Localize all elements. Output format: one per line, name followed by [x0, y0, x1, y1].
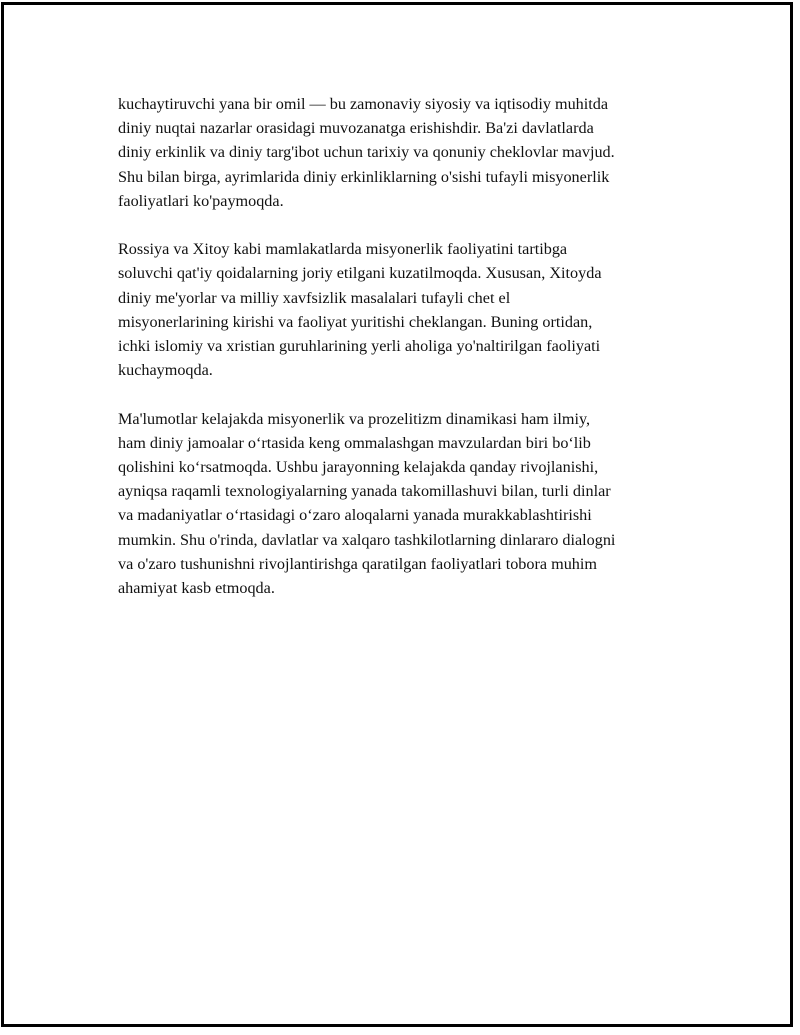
- paragraph-1: [118, 92, 698, 213]
- text-line: va madaniyatlar o‘rtasidagi o‘zaro aloqalarni yanada murakkablashtirishi: [118, 506, 592, 525]
- text-line: Shu bilan birga, ayrimlarida diniy erkinliklarning o'sishi tufayli misyonerlik: [118, 167, 610, 186]
- text-line: faoliyatlari ko'paymoqda.: [118, 191, 284, 210]
- paragraph-2: [118, 237, 698, 382]
- text-line: ham diniy jamoalar o‘rtasida keng ommalashgan mavzulardan biri bo‘lib: [118, 433, 591, 452]
- text-line: soluvchi qat'iy qoidalarning joriy etilgani kuzatilmoqda. Xususan, Xitoyda: [118, 264, 602, 283]
- text-line: diniy nuqtai nazarlar orasidagi muvozanatga erishishdir. Ba'zi davlatlarda: [118, 119, 594, 138]
- text-line: ichki islomiy va xristian guruhlarining yerli aholiga yo'naltirilgan faoliyati: [118, 337, 601, 356]
- text-line: qolishini ko‘rsatmoqda. Ushbu jarayonning kelajakda qanday rivojlanishi,: [118, 458, 599, 477]
- text-line: kuchaytiruvchi yana bir omil — bu zamonaviy siyosiy va iqtisodiy muhitda: [118, 95, 609, 113]
- document-body: [118, 92, 698, 624]
- text-line: diniy me'yorlar va milliy xavfsizlik masalalari tufayli chet el: [118, 288, 511, 307]
- text-line: ahamiyat kasb etmoqda.: [118, 579, 275, 598]
- paragraph-3: [118, 407, 698, 601]
- text-line: misyonerlarining kirishi va faoliyat yuritishi cheklangan. Buning ortidan,: [118, 312, 593, 331]
- text-line: Rossiya va Xitoy kabi mamlakatlarda misyonerlik faoliyatini tartibga: [118, 240, 568, 259]
- text-line: mumkin. Shu o'rinda, davlatlar va xalqaro tashkilotlarning dinlararo dialogni: [118, 530, 616, 549]
- text-line: va o'zaro tushunishni rivojlantirishga qaratilgan faoliyatlari tobora muhim: [118, 554, 597, 573]
- text-line: kuchaymoqda.: [118, 361, 213, 380]
- text-line: ayniqsa raqamli texnologiyalarning yanada takomillashuvi bilan, turli dinlar: [118, 482, 611, 501]
- text-line: Ma'lumotlar kelajakda misyonerlik va prozelitizm dinamikasi ham ilmiy,: [118, 409, 591, 428]
- text-line: diniy erkinlik va diniy targ'ibot uchun tarixiy va qonuniy cheklovlar mavjud.: [118, 143, 615, 162]
